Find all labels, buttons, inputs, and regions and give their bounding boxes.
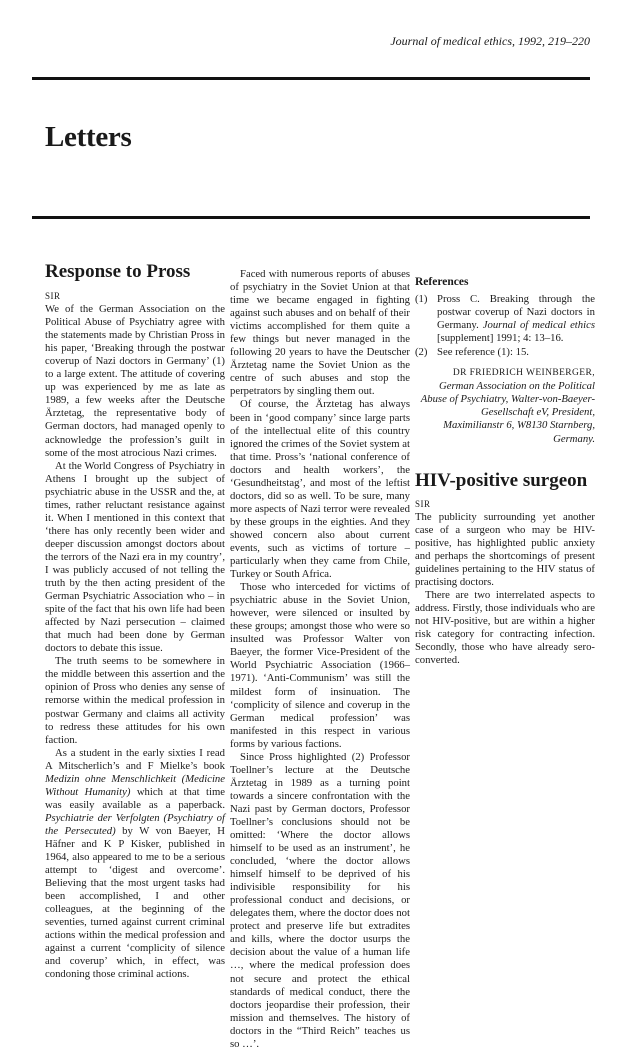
paragraph: Of course, the Ärztetag has always been in ‘good company’ since large parts of the intellectual elite of this country ignored the crimes of the Soviet system at that time. Pross’s ‘national conference of doctors and health workers’, the ‘Gesundheitstag’, and most of the leftist doctors, did so as well. To be sure, many more aspects of Nazi terror were revealed by these groups in the eighties. And they showed concern also about current events, such as victims of torture – particularly when they came from Chile, Turkey or South Africa. xyxy=(230,398,410,581)
paragraph: The publicity surrounding yet another case of a surgeon who may be HIV-positive, has highlighted public anxiety and perhaps the shortcomings of present guidelines pertaining to the HIV status of practising doctors. xyxy=(415,510,595,588)
reference-number: (2) xyxy=(415,346,428,359)
top-rule xyxy=(32,77,590,80)
paragraph: At the World Congress of Psychiatry in Athens I brought up the subject of psychiatric abuse in the USSR and the, at times, rather reluctant resistance against it. When I mentioned in this context that ‘there has only recently been wider and deeper discussion amongst doctors about the terrors of the Nazi era in my country’, I was publicly accused of not telling the truth by the then acting president of the German Psychiatric Association who – in spite of the fact that his own life had been affected by Nazi persecution – claimed that much had been done by German doctors to debate this issue. xyxy=(45,459,225,655)
column-1 xyxy=(45,261,225,981)
signature-name: DR FRIEDRICH WEINBERGER, xyxy=(452,368,595,379)
reference-text: See reference (1): 15. xyxy=(437,346,529,359)
reference-item xyxy=(415,346,595,359)
book-title: Psychiatrie der Verfolgten (Psychiatry of the Persecuted) xyxy=(45,811,225,837)
paragraph: Since Pross highlighted (2) Professor Toellner’s lecture at the Deutsche Ärztetag in 1989 as a turning point towards a sincere confrontation with the Nazi past by German doctors, Professor Toellner’s conclusions should not be omitted: ‘Where the doctor allows himself to be used as an instrument’, he concluded, ‘where the doctor allows himself himself to be deprived of his indivisible responsibility for his professional conduct and decisions, or delegates them, where the doctor does not protect and preserve life but extradites and kills, where the doctor usurps the decision about the value of a human life …, where the medical profession does not secure and protect the ethical standards of medical conduct, there the doctors jeopardise their profession, their mission and themselves. The history of doctors in the “Third Reich” teaches us so …’. xyxy=(230,750,410,1050)
book-title: Medizin ohne Menschlichkeit (Medicine Without Humanity) xyxy=(45,772,225,798)
reference-text xyxy=(437,293,595,345)
paragraph: There are two interrelated aspects to address. Firstly, those individuals who are not HIV-positive, but are within a higher risk category for contracting infection. Secondly, those who have already sero-converted. xyxy=(415,588,595,667)
text-span: [supplement] 1991; 4: 13–16. xyxy=(437,332,564,345)
paragraph xyxy=(45,747,225,982)
article-title: Response to Pross xyxy=(45,261,191,282)
affiliation-line: Gesellschaft eV, President, xyxy=(481,406,595,419)
running-head xyxy=(390,34,590,49)
section-title: Letters xyxy=(45,121,132,153)
salutation: SIR xyxy=(45,291,61,301)
column-2 xyxy=(230,268,410,1051)
paragraph: The truth seems to be somewhere in the middle between this assertion and the opinion of Pross who denies any sense of remorse within the medical profession in postwar Germany and claims all activity to redress these attitudes for his own faction. xyxy=(45,655,225,746)
journal-title: Journal of medical ethics xyxy=(482,319,595,332)
affiliation-line: Germany. xyxy=(553,432,595,445)
reference-item xyxy=(415,293,595,345)
paragraph: Those who interceded for victims of psychiatric abuse in the Soviet Union, however, were silenced or insulted by these groups; amongst those who were so insulted was Professor Walter von Baeyer, the former Vice-President of the World Psychiatric Association (1966–1971). ‘Anti-Communism’ was still the mildest form of insinuation. The ‘complicity of silence and coverup in the German medical profession’ was manifested in this respect in various forms by various factions. xyxy=(230,581,410,750)
text-span: by W von Baeyer, H Häfner and K P Kisker, published in 1964, also appeared to me to be a serious attempt to ‘digest and overcome’. Believing that the most urgent tasks had been accomplished, I and other colleagues, at the beginning of the seventies, turned against current criminal actions within the medical profession and against a current ‘complicity of silence and coverup’ which, in effect, was condoning those criminal actions. xyxy=(45,824,225,981)
references-heading: References xyxy=(415,276,469,288)
affiliation-line: Abuse of Psychiatry, Walter-von-Baeyer- xyxy=(420,393,595,406)
paragraph: We of the German Association on the Political Abuse of Psychiatry agree with the statements made by Christian Pross in his paper, ‘Breaking through the postwar coverup of Nazi doctors in Germany’ (1) to a large extent. The attitude of covering up was experienced by me as late as 1989, a few weeks after the Deutsche Ärztetag, the representative body of German doctors, had managed openly to acknowledge the profession’s guilt in some of the most atrocious Nazi crimes. xyxy=(45,303,225,459)
journal-name: Journal of medical ethics, xyxy=(390,34,515,48)
paragraph: Faced with numerous reports of abuses of psychiatry in the Soviet Union at that time we became engaged in fighting against such abuses and on behalf of their victims accomplished for them quite a few things but never managed in the following 20 years to have the Deutscher Ärztetag name the Soviet Union as the centre of such abuses and stop the perpetrators by singling them out. xyxy=(230,268,410,398)
text-span: As a student in the early sixties I read A Mitscherlich’s and F Mielke’s book xyxy=(45,746,225,772)
article-title: HIV-positive surgeon xyxy=(415,469,588,491)
text-span: Pross C. Breaking through the postwar coverup of Nazi doctors in Germany. xyxy=(437,293,595,332)
signature-block xyxy=(415,367,595,445)
text-span: which at that time was easily available as a paperback. xyxy=(45,785,225,811)
reference-number: (1) xyxy=(415,293,428,306)
affiliation-line: German Association on the Political xyxy=(439,380,595,393)
column-3 xyxy=(415,268,595,667)
salutation: SIR xyxy=(415,498,431,509)
journal-citation: 1992, 219–220 xyxy=(518,34,590,48)
section-rule xyxy=(32,216,590,219)
affiliation-line: Maximilianstr 6, W8130 Starnberg, xyxy=(443,419,595,432)
